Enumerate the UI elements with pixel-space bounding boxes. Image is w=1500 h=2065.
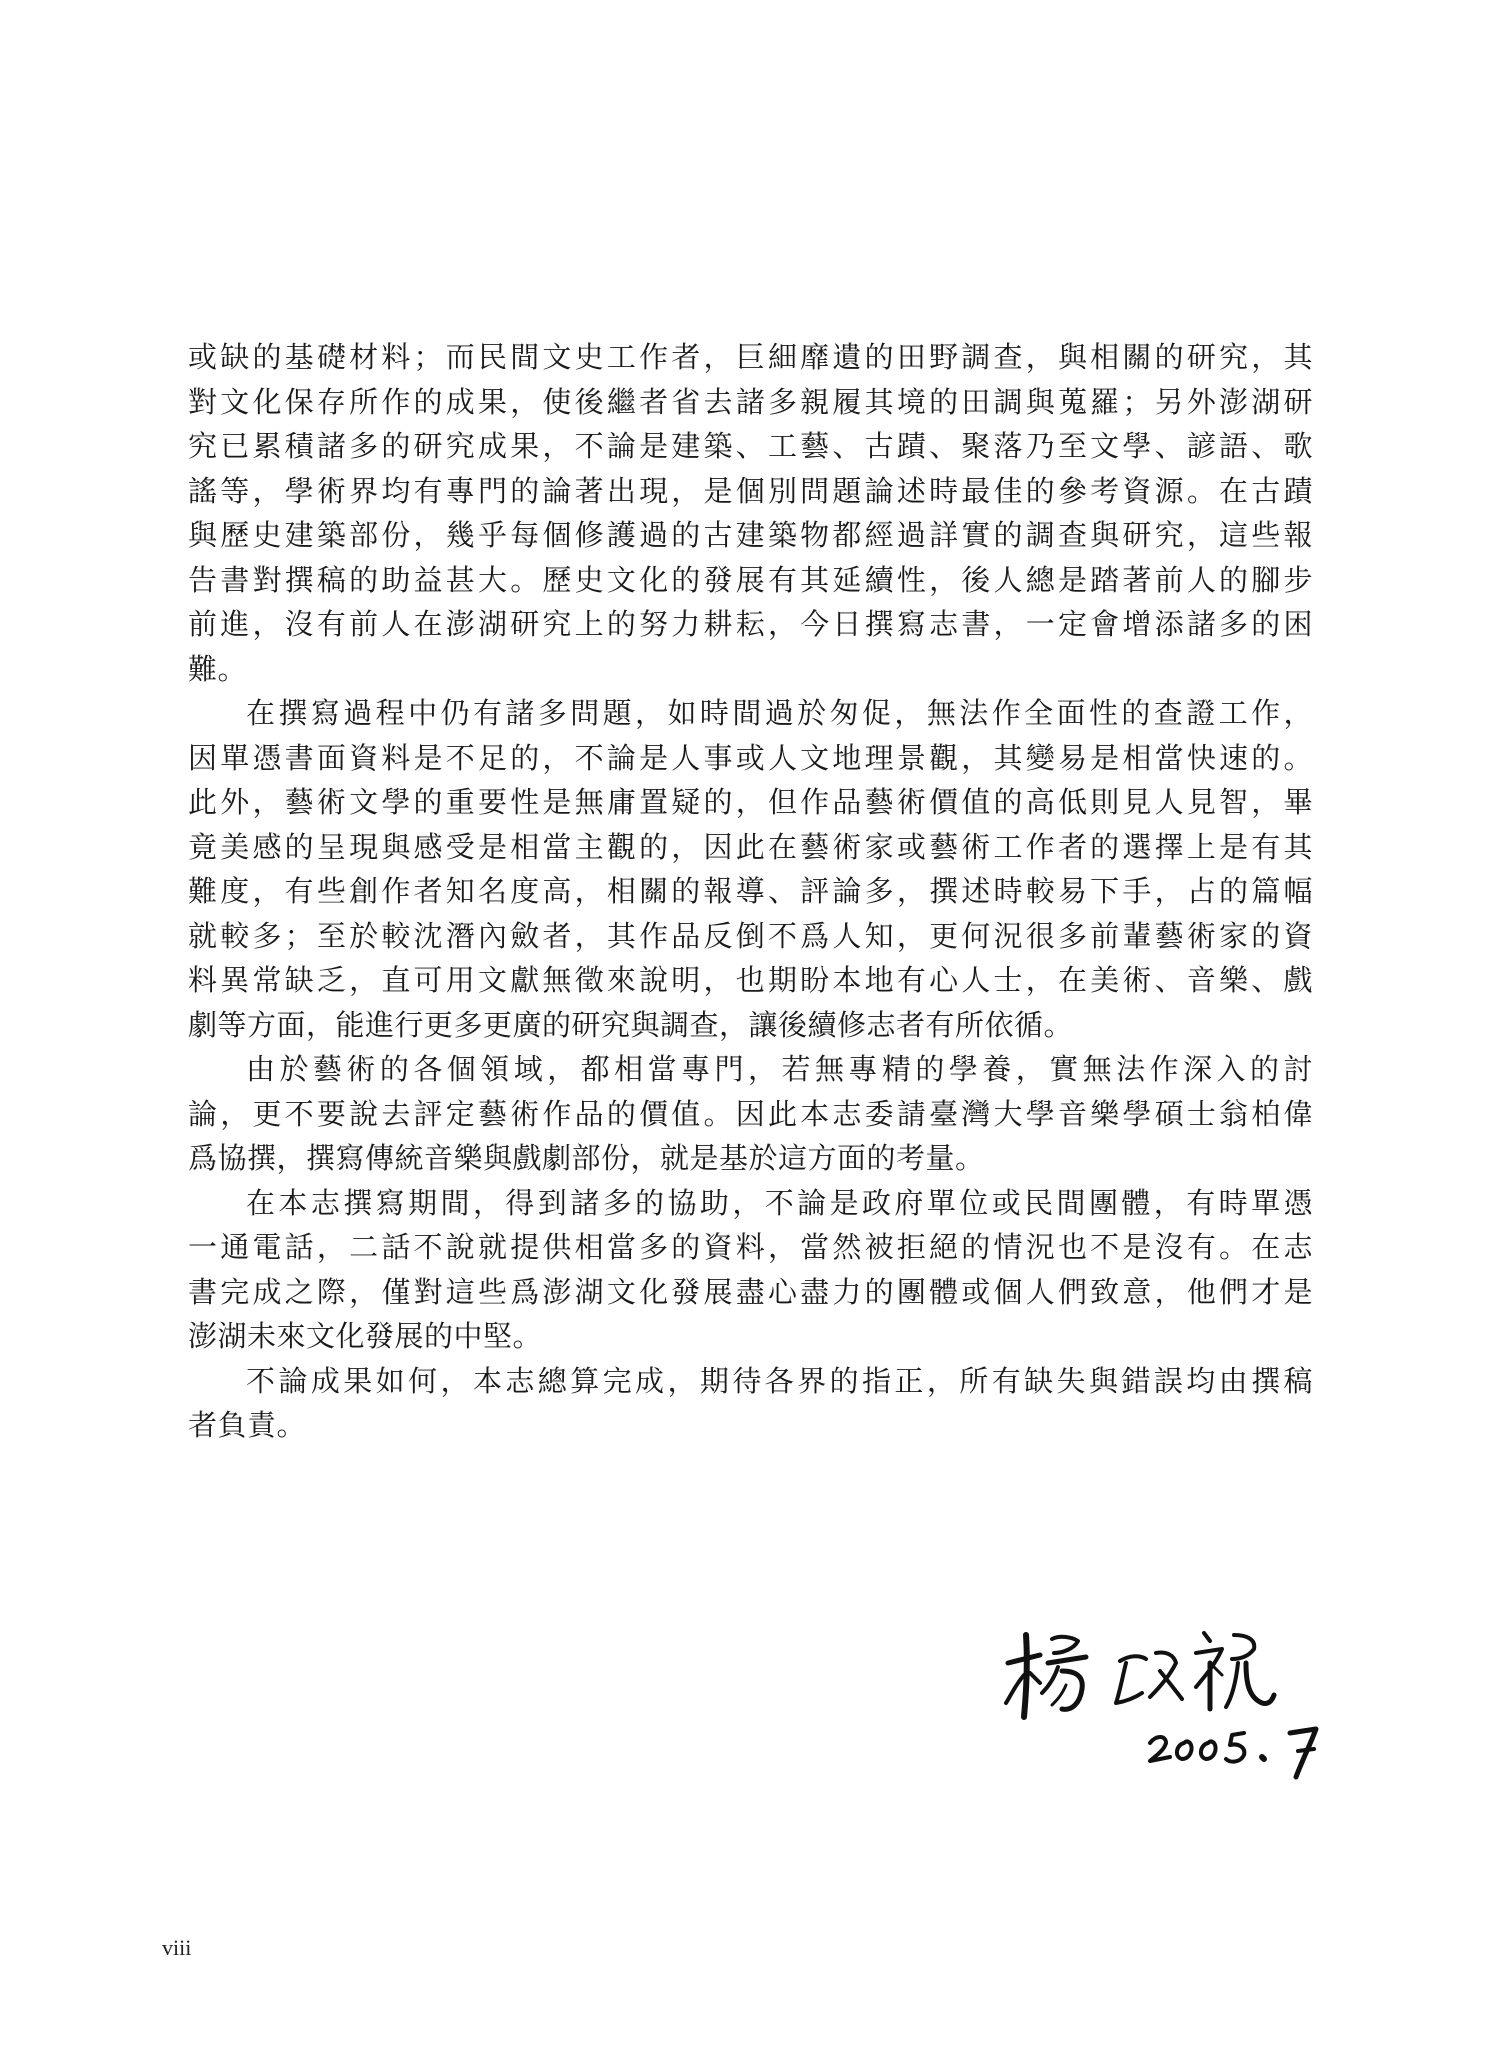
text-line: 對文化保存所作的成果，使後繼者省去諸多親履其境的田調與蒐羅；另外澎湖研 (188, 384, 1313, 419)
signature-drawing (1000, 1605, 1350, 1785)
text-line: 者負責。 (188, 1408, 307, 1442)
text-line: 料異常缺乏，直可用文獻無徵來說明，也期盼本地有心人士，在美術、音樂、戲 (188, 963, 1313, 997)
text-line: 爲協撰，撰寫傳統音樂與戲劇部份，就是基於這方面的考量。 (188, 1141, 985, 1175)
text-line: 由於藝術的各個領域，都相當專門，若無專精的學養，實無法作深入的討 (246, 1052, 1313, 1086)
text-line: 難度，有些創作者知名度高，相關的報導、評論多，撰述時較易下手，占的篇幅 (188, 874, 1313, 908)
text-line: 竟美感的呈現與感受是相當主觀的，因此在藝術家或藝術工作者的選擇上是有其 (188, 829, 1313, 864)
text-line: 在撰寫過程中仍有諸多問題，如時間過於匆促，無法作全面性的查證工作， (246, 696, 1313, 730)
handwritten-signature (1000, 1605, 1350, 1785)
text-line: 不論成果如何，本志總算完成，期待各界的指正，所有缺失與錯誤均由撰稿 (246, 1363, 1313, 1398)
page-number: viii (162, 1935, 192, 1960)
text-line: 書完成之際，僅對這些爲澎湖文化發展盡心盡力的團體或個人們致意，他們才是 (188, 1274, 1313, 1309)
text-line: 在本志撰寫期間，得到諸多的協助，不論是政府單位或民間團體，有時單憑 (246, 1185, 1313, 1220)
text-line: 前進，沒有前人在澎湖研究上的努力耕耘，今日撰寫志書，一定會增添諸多的困 (188, 607, 1313, 641)
text-line: 因單憑書面資料是不足的，不論是人事或人文地理景觀，其變易是相當快速的。 (188, 740, 1313, 775)
text-line: 劇等方面，能進行更多更廣的研究與調查，讓後續修志者有所依循。 (188, 1007, 1074, 1042)
text-line: 告書對撰稿的助益甚大。歷史文化的發展有其延續性，後人總是踏著前人的腳步 (188, 562, 1313, 597)
text-line: 究已累積諸多的研究成果，不論是建築、工藝、古蹟、聚落乃至文學、諺語、歌 (188, 429, 1313, 463)
text-line: 就較多；至於較沈潛內斂者，其作品反倒不爲人知，更何況很多前輩藝術家的資 (188, 918, 1313, 953)
text-line: 難。 (188, 651, 248, 686)
text-line: 此外，藝術文學的重要性是無庸置疑的，但作品藝術價值的高低則見人見智，畢 (188, 785, 1313, 819)
text-line: 澎湖未來文化發展的中堅。 (188, 1319, 543, 1353)
text-line: 論，更不要說去評定藝術作品的價值。因此本志委請臺灣大學音樂學碩士翁柏偉 (188, 1096, 1313, 1131)
body-text (188, 335, 1313, 1448)
text-line: 與歷史建築部份，幾乎每個修護過的古建築物都經過詳實的調查與研究，這些報 (188, 518, 1313, 552)
text-line: 或缺的基礎材料；而民間文史工作者，巨細靡遺的田野調查，與相關的研究，其 (188, 340, 1313, 374)
text-line: 謠等，學術界均有專門的論著出現，是個別問題論述時最佳的參考資源。在古蹟 (188, 473, 1313, 508)
text-line: 一通電話，二話不說就提供相當多的資料，當然被拒絕的情況也不是沒有。在志 (188, 1230, 1313, 1264)
